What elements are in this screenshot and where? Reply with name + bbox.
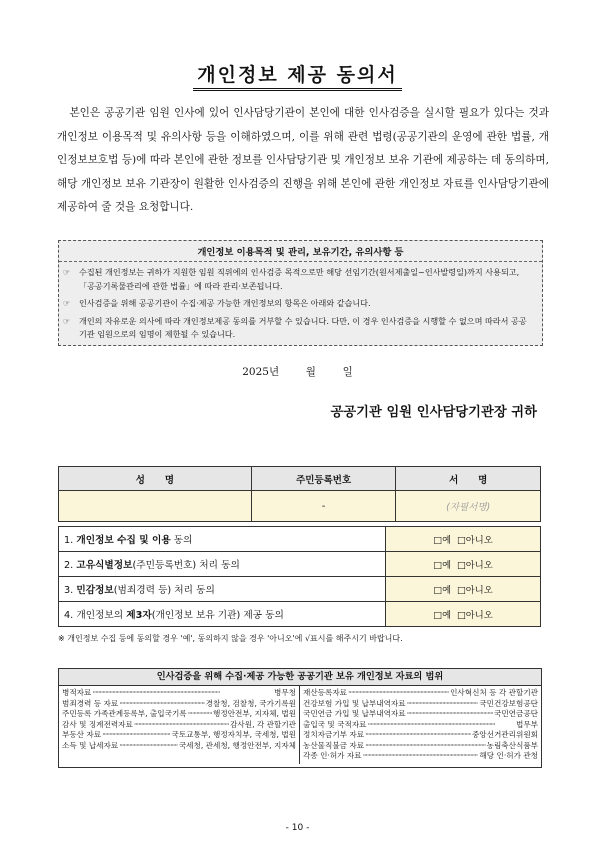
resident-number-field[interactable]: - [251, 491, 396, 522]
data-scope-box [58, 668, 542, 768]
data-item-name: 각종 인·허가 자료 [303, 751, 362, 760]
yes-checkbox[interactable]: □예 [433, 585, 452, 596]
consent-label: 4. 개인정보의 제3자(개인정보 보유 기관) 제공 동의 [59, 602, 386, 627]
intro-paragraph: 본인은 공공기관 임원 인사에 있어 인사담당기관이 본인에 대한 인사검증을 실시할 필요가 있다는 것과 개인정보 이용목적 및 유의사항 등을 이해하였으며, 이를 위해 관련 법령(공공기관의 운영에 관한 법률, 개인정보보호법 등)에 따라 본인에 관한 정보를 인사담당기관 및 개인정보 보유 기관에 제공하는 데 동의하며, 해당 개인정보 보유 기관장이 원활한 인사검증의 진행을 위해 본인에 관한 개인정보 자료를 인사담당기관에 제공하여 줄 것을 요청합니다. [57, 107, 549, 213]
signature-field[interactable]: (자필서명) [396, 491, 541, 522]
data-item-org: 국세청, 관세청, 행정안전부, 지자체 [178, 740, 296, 750]
data-item-org: 국민연금공단 [493, 709, 538, 718]
data-item-name: 정치자금기부 자료 [303, 730, 365, 739]
data-item-name: 농산물직불금 자료 [303, 740, 365, 750]
data-scope-row [62, 720, 296, 731]
data-item-org: 감사원, 각 관할기관 [230, 719, 296, 729]
leader-dots [188, 709, 212, 720]
yes-checkbox[interactable]: □예 [433, 560, 452, 571]
data-item-name: 재산등록자료 [303, 688, 348, 697]
yes-checkbox[interactable]: □예 [433, 535, 452, 546]
data-item-name: 부동산 자료 [62, 730, 102, 739]
recipient: 공공기관 임원 인사담당기관장 귀하 [330, 405, 537, 420]
no-checkbox[interactable]: □아니오 [456, 610, 493, 621]
data-item-org: 경찰청, 검찰청, 국가기록원 [205, 698, 296, 708]
leader-dots [134, 720, 229, 731]
data-scope-row [62, 688, 296, 699]
no-checkbox[interactable]: □아니오 [456, 535, 493, 546]
data-scope-right-column [300, 686, 541, 764]
data-scope-row [303, 688, 538, 699]
data-item-org: 병무청 [273, 688, 296, 697]
leader-dots [368, 720, 515, 731]
consent-row [59, 527, 541, 552]
header-signature: 서 명 [396, 467, 541, 491]
consent-row [59, 602, 541, 627]
notice-box [58, 240, 543, 346]
data-item-name: 감사 및 징계전력자료 [62, 719, 133, 729]
data-scope-title: 인사검증을 위해 수집·제공 가능한 공공기관 보유 개인정보 자료의 범위 [59, 669, 541, 686]
consent-table [58, 526, 541, 627]
date-line: 2025년 월 일 [242, 366, 353, 378]
leader-dots [365, 741, 486, 752]
data-scope-row [62, 709, 296, 720]
header-resident-number: 주민등록번호 [251, 467, 396, 491]
leader-dots [348, 688, 449, 699]
leader-dots [119, 741, 178, 752]
consent-row [59, 552, 541, 577]
leader-dots [363, 751, 479, 762]
pointing-hand-icon: ☞ [63, 316, 71, 326]
data-item-name: 주민등록 가족관계등록부, 출입국기록 [62, 709, 187, 718]
data-scope-row [303, 730, 538, 741]
footnote: ※ 개인정보 수집 등에 동의할 경우 '예', 동의하지 않을 경우 '아니오'에 √표시를 해주시기 바랍니다. [58, 634, 403, 643]
data-item-org: 국토교통부, 행정자치부, 국세청, 법원 [171, 730, 296, 739]
notice-item: ☞ 수집된 개인정보는 귀하가 지원한 임원 직위에의 인사검증 목적으로만 해당 선임기간(원서제출일~인사발령일)까지 사용되고,「공공기록물관리에 관한 법률」에 따라 관리·보존됩니다. [63, 267, 520, 291]
consent-row [59, 577, 541, 602]
consent-label: 2. 고유식별정보(주민등록번호) 처리 동의 [59, 552, 386, 577]
data-scope-row [303, 751, 538, 762]
data-item-org: 국민건강보험공단 [479, 698, 538, 708]
pointing-hand-icon: ☞ [63, 268, 71, 277]
no-checkbox[interactable]: □아니오 [456, 560, 493, 571]
document-title: 개인정보 제공 동의서 [0, 60, 595, 87]
data-item-org: 법무부 [515, 719, 538, 729]
yes-checkbox[interactable]: □예 [433, 610, 452, 621]
consent-options [386, 527, 541, 552]
data-item-name: 범죄경력 등 자료 [62, 698, 119, 708]
data-item-org: 행정안전부, 지자체, 법원 [212, 709, 296, 718]
leader-dots [92, 688, 273, 699]
data-item-name: 국민연금 가입 및 납부내역자료 [303, 709, 406, 718]
data-item-name: 병적자료 [62, 688, 92, 697]
data-scope-row [303, 709, 538, 720]
signature-table [58, 466, 541, 522]
data-scope-row [303, 741, 538, 752]
data-scope-left-column [59, 686, 300, 764]
data-scope-row [303, 720, 538, 731]
leader-dots [407, 699, 479, 710]
consent-options [386, 602, 541, 627]
notice-title: 개인정보 이용목적 및 관리, 보유기간, 유의사항 등 [59, 241, 542, 262]
leader-dots [365, 730, 471, 741]
data-scope-row [303, 699, 538, 710]
pointing-hand-icon: ☞ [63, 299, 71, 308]
leader-dots [407, 709, 493, 720]
data-scope-row [62, 730, 296, 741]
page-number: - 10 - [285, 823, 310, 833]
notice-item: ☞ 개인의 자유로운 의사에 따라 개인정보제공 동의를 거부할 수 있습니다. 다만, 이 경우 인사검증을 시행할 수 없으며 따라서 공공기관 임원으로의 임명이 제한될 수 있습니다. [63, 315, 527, 339]
consent-options [386, 577, 541, 602]
notice-item: ☞ 인사검증을 위해 공공기관이 수집·제공 가능한 개인정보의 항목은 아래와 같습니다. [59, 297, 542, 311]
data-scope-row [62, 741, 296, 752]
consent-label: 3. 민감정보(범죄경력 등) 처리 동의 [59, 577, 386, 602]
data-item-org: 농림축산식품부 [486, 740, 538, 750]
data-item-org: 해당 인·허가 관청 [479, 751, 538, 760]
leader-dots [102, 730, 170, 741]
data-item-name: 소득 및 납세자료 [62, 740, 119, 750]
data-item-org: 인사혁신처 등 각 관할기관 [450, 688, 538, 697]
data-item-name: 출입국 및 국적자료 [303, 719, 367, 729]
consent-label: 1. 개인정보 수집 및 이용 동의 [59, 527, 386, 552]
data-item-org: 중앙선거관리위원회 [471, 730, 538, 739]
name-field[interactable] [59, 491, 252, 522]
no-checkbox[interactable]: □아니오 [456, 585, 493, 596]
data-scope-row [62, 699, 296, 710]
leader-dots [119, 699, 204, 710]
data-item-name: 건강보험 가입 및 납부내역자료 [303, 698, 406, 708]
header-name: 성 명 [59, 467, 252, 491]
consent-options [386, 552, 541, 577]
